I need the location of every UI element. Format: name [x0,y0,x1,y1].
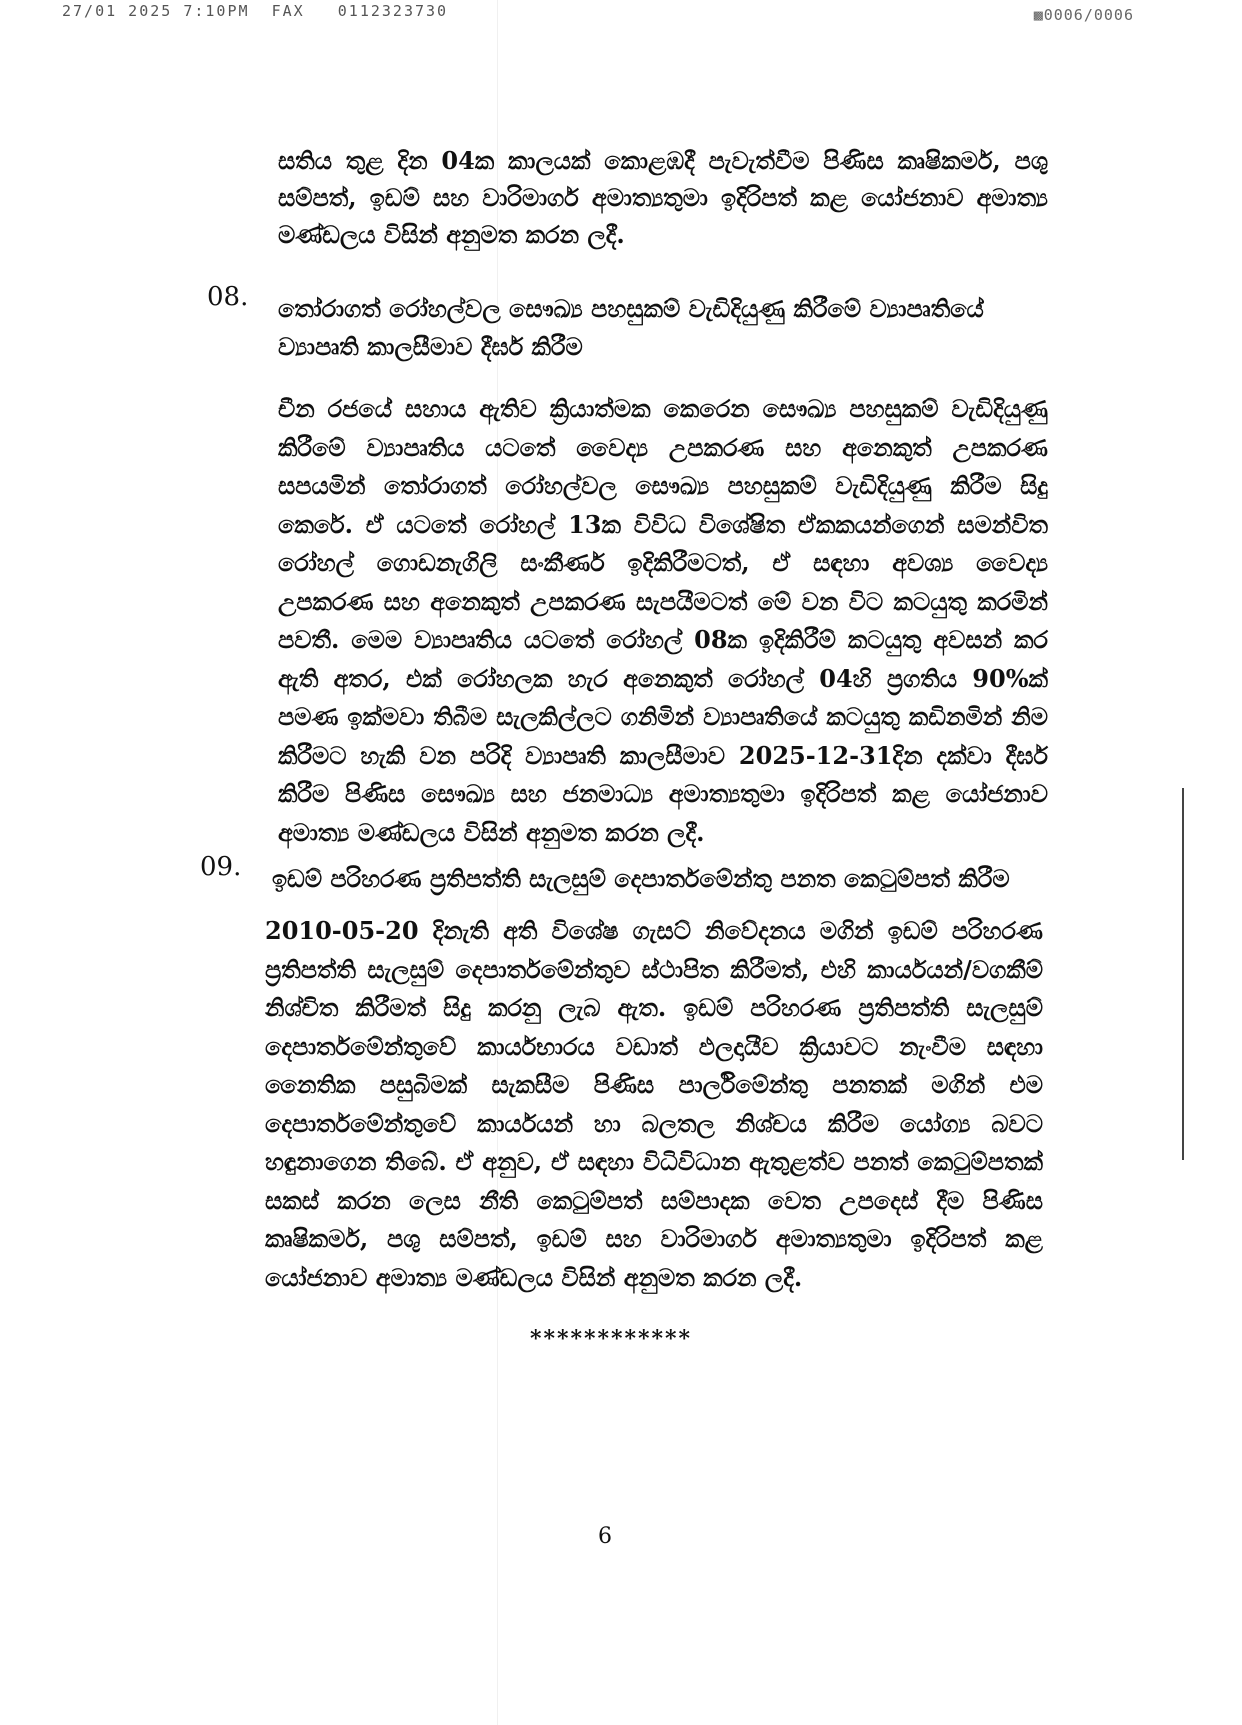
page-number: 6 [598,1524,612,1549]
item-number-09: 09. [200,852,242,882]
fax-page-counter: ▩0006/0006 [1033,6,1134,24]
item-body-09: 2010-05-20 දිනැති අති විශේෂ ගැසට් නිවේදනය මගින් ඉඩම් පරිහරණ ප්‍රතිපත්ති සැලසුම් දෙපාර්තමේන්තුව ස්ථාපිත කිරීමත්, එහි කාර්යයන්/වගකීම් නිශ්චිත කිරීමත් සිදු කරනු ලැබ ඇත. ඉඩම් පරිහරණ ප්‍රතිපත්ති සැලසුම් දෙපාර්තමේන්තුවේ කාර්යභාරය වඩාත් ඵලදායීව ක්‍රියාවට නැංවීම සඳහා නෛතික පසුබිමක් සැකසීම පිණිස පාර්ලිමේන්තු පනතක් මගින් එම දෙපාර්තමේන්තුවේ කාර්යයන් හා බලතල නිශ්චය කිරීම යෝග්‍ය බවට හඳුනාගෙන තිබේ. ඒ අනුව, ඒ සඳහා විධිවිධාන ඇතුළත්ව පනත් කෙටුම්පතක් සකස් කරන ලෙස නීති කෙටුම්පත් සම්පාදක වෙත උපදෙස් දීම පිණිස කෘෂිකර්ම, පශු සම්පත්, ඉඩම් සහ වාරිමාර්ග අමාත්‍යතුමා ඉදිරිපත් කළ යෝජනාව අමාත්‍ය මණ්ඩලය විසින් අනුමත කරන ලදී. [265,916,1043,1292]
item-heading-09: ඉඩම් පරිහරණ ප්‍රතිපත්ති සැලසුම් දෙපාර්තමේන්තු පනත කෙටුම්පත් කිරීම [272,864,1010,893]
end-marker: ************ [530,1326,693,1352]
item-heading-08: තෝරාගත් රෝහල්වල සෞඛ්‍ය පහසුකම් වැඩිදියුණු කිරීමේ ව්‍යාපෘතියේ ව්‍යාපෘති කාලසීමාව දීර්ඝ කිරීම [278,294,984,361]
margin-mark [1182,788,1184,1160]
item-body-08: චීන රජයේ සහාය ඇතිව ක්‍රියාත්මක කෙරෙන සෞඛ්‍ය පහසුකම් වැඩිදියුණු කිරීමේ ව්‍යාපෘතිය යටතේ වෛද්‍ය උපකරණ සහ අනෙකුත් උපකරණ සපයමින් තෝරාගත් රෝහල්වල සෞඛ්‍ය පහසුකම් වැඩිදියුණු කිරීම සිදු කෙරේ. ඒ යටතේ රෝහල් 13ක විවිධ විශේෂිත ඒකකයන්ගෙන් සමන්විත රෝහල් ගොඩනැගිලි සංකීර්ණ ඉදිකිරීමටත්, ඒ සඳහා අවශ්‍ය වෛද්‍ය උපකරණ සහ අනෙකුත් උපකරණ සැපයීමටත් මේ වන විට කටයුතු කරමින් පවතී. මෙම ව්‍යාපෘතිය යටතේ රෝහල් 08ක ඉදිකිරීම් කටයුතු අවසන් කර ඇති අතර, එක් රෝහලක හැර අනෙකුත් රෝහල් 04හි ප්‍රගතිය 90%ක් පමණ ඉක්මවා තිබීම සැලකිල්ලට ගනිමින් ව්‍යාපෘතියේ කටයුතු කඩිනමින් නිම කිරීමට හැකි වන පරිදි ව්‍යාපෘති කාලසීමාව 2025-12-31දින දක්වා දීර්ඝ කිරීම පිණිස සෞඛ්‍ය සහ ජනමාධ්‍ය අමාත්‍යතුමා ඉදිරිපත් කළ යෝජනාව අමාත්‍ය මණ්ඩලය විසින් අනුමත කරන ලදී. [278,394,1048,847]
item-number-08: 08. [207,282,249,312]
continuation-paragraph: සතිය තුළ දින 04ක කාලයක් කොළඹදී පැවැත්වීම පිණිස කෘෂිකර්ම, පශු සම්පත්, ඉඩම් සහ වාරිමාර්ග අමාත්‍යතුමා ඉදිරිපත් කළ යෝජනාව අමාත්‍ය මණ්ඩලය විසින් අනුමත කරන ලදී. [278,146,1048,249]
fax-header-line: 27/01 2025 7:10PM FAX 0112323730 [62,2,449,20]
